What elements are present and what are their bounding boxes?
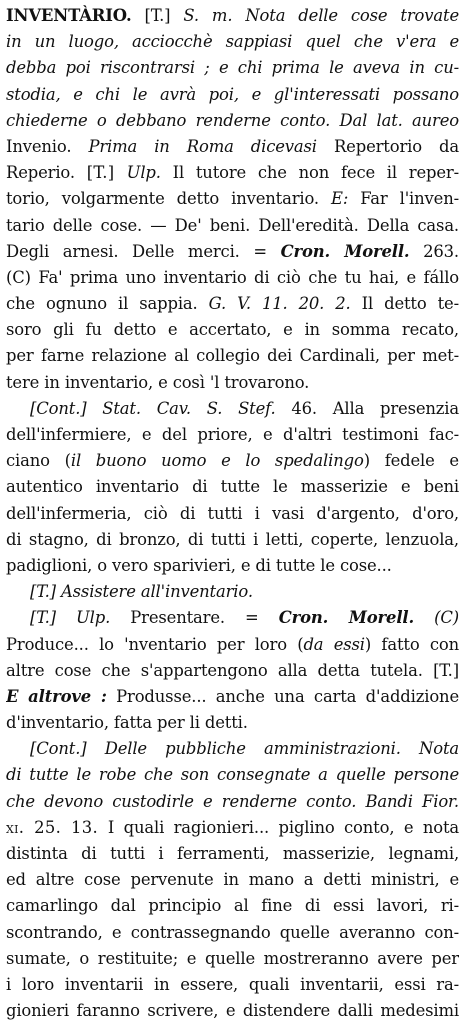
entry-italic-text: da essi <box>303 634 365 654</box>
entry-line <box>6 736 459 762</box>
section-marker: [T.] Assistere all'inventario. <box>30 582 253 602</box>
entry-line <box>6 972 459 998</box>
entry-text: per farne relazione al collegio dei Cardinali, per met- <box>6 346 459 366</box>
entry-text: soro gli fu detto e accertato, e in somma recato, <box>6 320 459 340</box>
entry-italic-text: (C) <box>414 608 459 628</box>
entry-text: Repertorio da <box>333 136 459 156</box>
section-marker: xi. 25. 13. <box>6 817 108 837</box>
entry-line <box>6 239 459 265</box>
entry-line <box>6 762 459 788</box>
entry-italic-text: Stat. Cav. S. Stef. <box>102 398 276 418</box>
entry-line <box>6 448 459 474</box>
entry-text: Il detto te- <box>350 294 459 314</box>
entry-italic-text: stodia, e chi le avrà poi, e gl'interessati possano <box>6 84 459 104</box>
entry-line <box>6 82 459 108</box>
entry-line <box>6 422 459 448</box>
entry-text: tario delle cose. — De' beni. Dell'eredità. Della casa. <box>6 215 459 235</box>
entry-text: d'inventario, fatta per li detti. <box>6 713 248 733</box>
entry-line <box>6 396 459 422</box>
entry-text: (C) Fa' prima uno inventario di ciò che tu hai, e fállo <box>6 267 459 287</box>
headword: INVENTÀRIO. <box>6 6 132 25</box>
entry-line <box>6 553 459 579</box>
entry-italic-text: Cron. Morell. <box>280 241 410 261</box>
entry-text: Degli arnesi. Delle merci. = <box>6 241 281 261</box>
entry-text: 263. <box>409 241 459 261</box>
entry-line <box>6 632 459 658</box>
entry-text: scontrando, e contrassegnando quelle averanno con- <box>6 922 459 942</box>
entry-text: che ognuno il sappia. <box>6 294 209 314</box>
entry-italic-text: il buono uomo e lo spedalingo <box>70 451 364 471</box>
entry-text: Produce... lo 'nventario per loro ( <box>6 634 304 654</box>
entry-text: ed altre cose pervenute in mano a detti ministri, e <box>6 870 459 890</box>
entry-line <box>6 265 459 291</box>
entry-line <box>6 317 459 343</box>
entry-text: I quali ragionieri... piglino conto, e nota <box>107 817 459 837</box>
entry-italic-text: Ulp. <box>126 163 161 183</box>
entry-text: Invenio. <box>6 136 89 156</box>
entry-italic-text: Cron. Morell. <box>278 608 415 628</box>
entry-italic-text: che devono custodirle e renderne conto. Bandi Fior. <box>6 791 459 811</box>
entry-line <box>6 29 459 55</box>
entry-line <box>6 710 459 736</box>
entry-line <box>6 579 459 605</box>
entry-text: ) fatto con <box>364 634 459 654</box>
section-marker: [T.] <box>30 608 77 628</box>
entry-line <box>6 658 459 684</box>
entry-line <box>6 920 459 946</box>
entry-text: dell'infermiere, e del priore, e d'altri testimoni fac- <box>6 425 459 444</box>
entry-text: camarlingo dal principio al fine di essi lavori, ri- <box>6 896 459 916</box>
entry-italic-text: Prima in Roma dicevasi <box>88 136 334 156</box>
entry-italic-text: debba poi riscontrarsi ; e chi prima le aveva in cu- <box>6 58 459 78</box>
entry-text: tere in inventario, e così 'l trovarono. <box>6 372 310 392</box>
entry-line <box>6 946 459 972</box>
entry-line <box>6 893 459 919</box>
entry-text: i loro inventarii in essere, quali inventarii, essi ra- <box>6 974 459 994</box>
entry-line <box>6 474 459 500</box>
entry-italic-text: Delle pubbliche amministrazioni. Nota <box>104 739 459 759</box>
entry-text: 46. Alla presenzia <box>275 398 459 418</box>
entry-text: altre cose che s'appartengono alla detta tutela. [T.] <box>6 660 459 680</box>
entry-text: gionieri faranno scrivere, e distendere dalli medesimi <box>6 1001 459 1021</box>
entry-text: padiglioni, o vero sparivieri, e di tutte le cose... <box>6 555 392 575</box>
dictionary-entry-inventario <box>6 3 459 1024</box>
entry-text: Far l'inven- <box>348 189 459 209</box>
entry-line <box>6 55 459 81</box>
section-marker: [Cont.] <box>30 739 105 759</box>
entry-italic-text: chiederne o debbano renderne conto. Dal lat. aureo <box>6 110 459 130</box>
entry-line <box>6 3 459 29</box>
entry-line <box>6 108 459 134</box>
entry-text: [T.] <box>131 6 184 25</box>
entry-line <box>6 684 459 710</box>
entry-line <box>6 501 459 527</box>
entry-text: torio, volgarmente detto inventario. <box>6 189 331 209</box>
section-marker: [T.] <box>86 163 127 183</box>
entry-line <box>6 605 459 631</box>
entry-text: Produsse... anche una carta d'addizione <box>106 686 459 706</box>
entry-italic-text: E: <box>331 189 349 209</box>
entry-italic-text: S. m. Nota delle cose trovate <box>183 6 459 25</box>
entry-line <box>6 291 459 317</box>
entry-text: Reperio. <box>6 163 87 183</box>
entry-text: ciano ( <box>6 451 71 471</box>
entry-line <box>6 160 459 186</box>
section-marker: [Cont.] <box>30 398 103 418</box>
entry-text: distinta di tutti i ferramenti, masserizie, legnami, <box>6 844 459 863</box>
entry-line <box>6 134 459 160</box>
entry-line <box>6 789 459 815</box>
entry-italic-text: E altrove : <box>6 686 107 706</box>
entry-line <box>6 343 459 369</box>
entry-text: dell'infermeria, ciò di tutti i vasi d'argento, d'oro, <box>6 503 459 523</box>
entry-text: ) fedele e <box>363 451 459 471</box>
entry-italic-text: di tutte le robe che son consegnate a quelle persone <box>6 765 459 785</box>
entry-text: sumate, o restituite; e quelle mostreranno avere per <box>6 948 459 968</box>
entry-italic-text: Ulp. <box>76 608 111 628</box>
entry-line <box>6 186 459 212</box>
entry-text: autentico inventario di tutte le masserizie e beni <box>6 477 459 497</box>
entry-line <box>6 841 459 867</box>
entry-line <box>6 998 459 1024</box>
entry-italic-text: in un luogo, acciocchè sappiasi quel che v'era e <box>6 32 459 52</box>
entry-text: Il tutore che non fece il reper- <box>160 163 459 183</box>
entry-line <box>6 213 459 239</box>
entry-line <box>6 527 459 553</box>
entry-line <box>6 370 459 396</box>
entry-text: di stagno, di bronzo, di tutti i letti, coperte, lenzuola, <box>6 529 459 549</box>
entry-italic-text: G. V. 11. 20. 2. <box>208 294 351 314</box>
entry-line <box>6 867 459 893</box>
entry-text: Presentare. = <box>110 608 279 628</box>
